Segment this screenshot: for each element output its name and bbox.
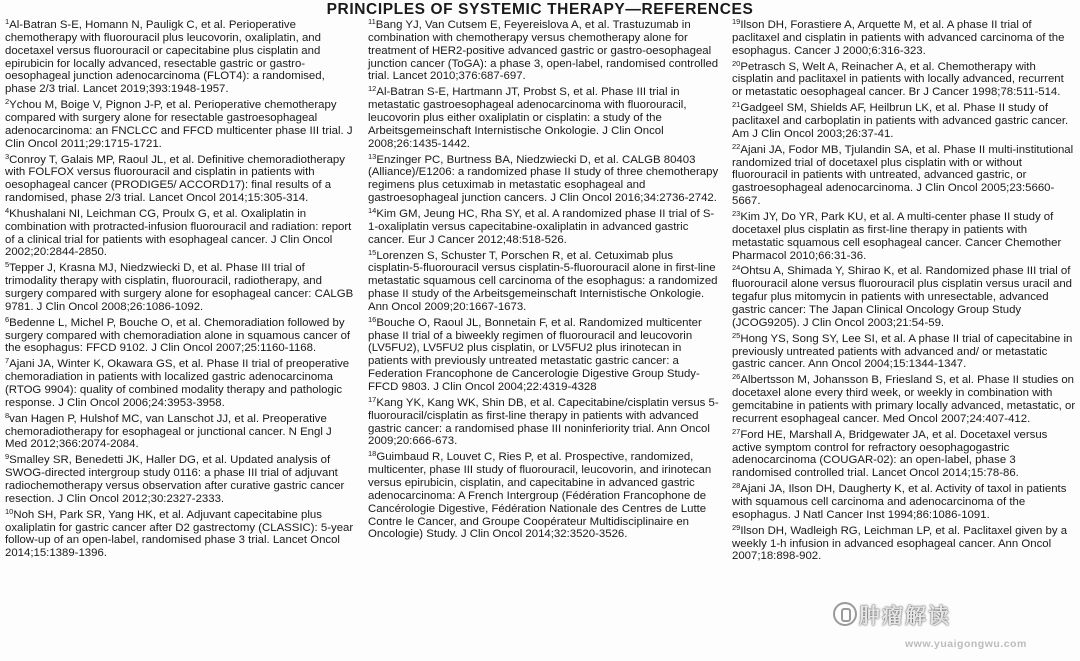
reference-number: 26 bbox=[732, 372, 741, 382]
reference-text: Albertsson M, Johansson B, Friesland S, et al. Phase II studies on docetaxel alone every third week, or weekly in combination with gemcitabine in patients with primary locally advanced, metastatic, or recurrent esophageal cancer. Med Oncol 2007;24:407-412. bbox=[732, 374, 1076, 425]
reference-text: Ajani JA, Winter K, Okawara GS, et al. Phase II trial of preoperative chemoradiation in patients with localized gastric adenocarcinoma (RTOG 9904): quality of combined modality therapy and pathologic response. J Clin Oncol 2006;24:3953-3958. bbox=[5, 358, 350, 409]
reference-text: Smalley SR, Benedetti JK, Haller DG, et al. Updated analysis of SWOG-directed intergroup study 0116: a phase III trial of adjuvant radiochemotherapy versus observation after curative gastric cancer resection. J Clin Oncol 2012;30:2327-2333. bbox=[5, 454, 345, 505]
page-title: PRINCIPLES OF SYSTEMIC THERAPY—REFERENCES bbox=[326, 1, 754, 18]
reference-item bbox=[5, 262, 357, 313]
reference-item bbox=[5, 410, 357, 452]
reference-text: Ilson DH, Forastiere A, Arquette M, et al. A phase II trial of paclitaxel and cisplatin in patients with advanced carcinoma of the esophagus. Cancer J 2000;6:316-323. bbox=[732, 19, 1065, 57]
reference-text: Petrasch S, Welt A, Reinacher A, et al. Chemotherapy with cisplatin and paclitaxel in patients with locally advanced, recurrent or metastatic oesophageal cancer. Br J Cancer 1998;78:511-514. bbox=[732, 60, 1064, 99]
reference-number: 19 bbox=[732, 17, 741, 26]
reference-item bbox=[5, 99, 357, 150]
reference-number: 8 bbox=[5, 410, 10, 420]
reference-item bbox=[5, 151, 357, 205]
reference-number: 12 bbox=[368, 84, 377, 94]
reference-number: 16 bbox=[368, 314, 377, 324]
reference-number: 20 bbox=[732, 58, 741, 68]
reference-number: 6 bbox=[5, 314, 10, 324]
reference-text: Ford HE, Marshall A, Bridgewater JA, et al. Docetaxel versus active symptom control for refractory oesophagogastric adenocarcinoma (COUGAR-02): an open-label, phase 3 randomised controlled trial. Lancet Oncol 2014;15:78-86. bbox=[732, 428, 1048, 480]
reference-item bbox=[732, 58, 1076, 100]
reference-column-3 bbox=[732, 19, 1076, 566]
reference-item bbox=[5, 314, 357, 356]
reference-number: 4 bbox=[5, 205, 10, 215]
reference-text: Enzinger PC, Burtness BA, Niedzwiecki D, et al. CALGB 80403 (Alliance)/E1206: a randomized phase II study of three chemotherapy regimens plus cetuximab in metastatic esophageal and gastroesophageal junction cancers. J Clin Oncol 2016;34:2736-2742. bbox=[368, 153, 719, 205]
reference-text: Ohtsu A, Shimada Y, Shirao K, et al. Randomized phase III trial of fluorouracil alone versus fluorouracil plus cisplatin versus uracil and tegafur plus mitomycin in patients with unresectable, advanced gastric cancer: The Japan Clinical Oncology Group Study (JCOG9205). J Clin Oncol 2003;21:54-59. bbox=[732, 265, 1072, 329]
reference-item bbox=[368, 86, 720, 150]
reference-number: 11 bbox=[368, 17, 376, 26]
reference-number: 28 bbox=[732, 481, 741, 491]
reference-item bbox=[368, 19, 720, 83]
reference-number: 17 bbox=[368, 394, 377, 404]
reference-text: Ajani JA, Fodor MB, Tjulandin SA, et al. Phase II multi-institutional randomized trial of docetaxel plus cisplatin with or without fluorouracil in patients with untreated, advanced gastric, or gastroesophageal adenocarcinoma. J Clin Oncol 2005;23:5660-5667. bbox=[732, 143, 1074, 208]
reference-item bbox=[732, 522, 1076, 564]
reference-text: Kang YK, Kang WK, Shin DB, et al. Capecitabine/cisplatin versus 5-fluorouracil/cisplatin as first-line therapy in patients with advanced gastric cancer: a randomised phase III noninferiority trial. Ann Oncol 2009;20:666-673. bbox=[368, 396, 719, 448]
reference-item bbox=[5, 506, 357, 560]
reference-item bbox=[368, 205, 720, 247]
reference-text: Al-Batran S-E, Hartmann JT, Probst S, et al. Phase III trial in metastatic gastroesophageal adenocarcinoma with fluorouracil, leucovorin plus either oxaliplatin or cisplatin: a study of the Arbeitsgemeinschaft Internistische Onkologie. J Clin Oncol 2008;26:1435-1442. bbox=[368, 86, 687, 150]
reference-item bbox=[368, 247, 720, 314]
reference-column-2 bbox=[368, 19, 720, 544]
reference-text: Noh SH, Park SR, Yang HK, et al. Adjuvant capecitabine plus oxaliplatin for gastric cancer after D2 gastrectomy (CLASSIC): 5-year follow-up of an open-label, randomised phase 3 trial. Lancet Oncol 2014;15:1389-1396. bbox=[5, 508, 354, 560]
reference-item bbox=[5, 358, 357, 409]
reference-text: Bang YJ, Van Cutsem E, Feyereislova A, et al. Trastuzumab in combination with chemotherapy versus chemotherapy alone for treatment of HER2-positive advanced gastric or gastro-oesophageal junction cancer (ToGA): a phase 3, open-label, randomised controlled trial. Lancet 2010;376:687-697. bbox=[368, 19, 719, 83]
reference-number: 2 bbox=[5, 97, 10, 107]
reference-text: Ychou M, Boige V, Pignon J-P, et al. Perioperative chemotherapy compared with surgery alone for resectable gastroesophageal adenocarcinoma: an FNCLCC and FFCD multicenter phase III trial. J Clin Oncol 2011;29:1715-1721. bbox=[5, 99, 353, 150]
watermark-name: 肿瘤解读 bbox=[859, 605, 951, 628]
reference-text: Kim GM, Jeung HC, Rha SY, et al. A randomized phase II trial of S-1-oxaliplatin versus capecitabine-oxaliplatin in advanced gastric cancer. Eur J Cancer 2012;48:518-526. bbox=[368, 207, 715, 246]
reference-item bbox=[368, 394, 720, 448]
reference-item bbox=[732, 426, 1076, 480]
reference-item bbox=[368, 151, 720, 205]
reference-text: Kim JY, Do YR, Park KU, et al. A multi-center phase II study of docetaxel plus cisplatin as first-line therapy in patients with metastatic squamous cell esophageal cancer. Cancer Chemother Pharmacol 2010;66:31-36. bbox=[732, 211, 1062, 262]
reference-item bbox=[732, 141, 1076, 208]
reference-item bbox=[732, 19, 1076, 58]
reference-item bbox=[732, 211, 1076, 262]
reference-number: 23 bbox=[732, 209, 741, 218]
reference-text: Bedenne L, Michel P, Bouche O, et al. Chemoradiation followed by surgery compared with chemoradiation alone in squamous cancer of the esophagus: FFCD 9102. J Clin Oncol 2007;25:1160-1168. bbox=[5, 316, 351, 355]
reference-text: Ilson DH, Wadleigh RG, Leichman LP, et al. Paclitaxel given by a weekly 1-h infusion in advanced esophageal cancer. Ann Oncol 2007;18:898-902. bbox=[732, 524, 1068, 563]
reference-column-1 bbox=[5, 19, 357, 563]
reference-number: 1 bbox=[5, 17, 10, 26]
reference-text: van Hagen P, Hulshof MC, van Lanschot JJ, et al. Preoperative chemoradiotherapy for esophageal or junctional cancer. N Engl J Med 2012;366:2074-2084. bbox=[5, 412, 332, 451]
reference-item bbox=[368, 451, 720, 541]
reference-text: Al-Batran S-E, Homann N, Pauligk C, et al. Perioperative chemotherapy with fluorouracil plus leucovorin, oxaliplatin, and docetaxel versus fluorouracil or capecitabine plus cisplatin and epirubicin for locally advanced, resectable gastric or gastro-oesophageal junction adenocarcinoma (FLOT4): a randomised, phase 2/3 trial. Lancet 2019;393:1948-1957. bbox=[5, 19, 325, 96]
reference-number: 25 bbox=[732, 330, 741, 340]
reference-number: 14 bbox=[368, 205, 377, 215]
reference-item bbox=[368, 314, 720, 394]
reference-item bbox=[732, 330, 1076, 372]
reference-item bbox=[732, 102, 1076, 141]
reference-number: 13 bbox=[368, 151, 377, 161]
reference-item bbox=[5, 454, 357, 505]
reference-number: 21 bbox=[732, 100, 741, 110]
reference-item bbox=[732, 265, 1076, 329]
reference-number: 9 bbox=[5, 452, 10, 462]
reference-number: 3 bbox=[5, 151, 10, 161]
reference-text: Bouche O, Raoul JL, Bonnetain F, et al. Randomized multicenter phase II trial of a biweekly regimen of fluorouracil and leucovorin (LV5FU2), LV5FU2 plus cisplatin, or LV5FU2 plus irinotecan in patients with previously untreated metastatic gastric cancer: a Federation Francophone de Cancerologie Digestive Group Study-FFCD 9803. J Clin Oncol 2004;22:4319-4328 bbox=[368, 316, 702, 394]
reference-number: 29 bbox=[732, 522, 741, 532]
reference-text: Guimbaud R, Louvet C, Ries P, et al. Prospective, randomized, multicenter, phase III study of fluorouracil, leucovorin, and irinotecan versus epirubicin, cisplatin, and capecitabine in advanced gastric adenocarcinoma: A French Intergroup (Fédération Francophone de Cancérologie Digestive, Fédération Nationale des Centres de Lutte Contre le Cancer, and Groupe Coopérateur Multidisciplinaire en Oncologie) Study. J Clin Oncol 2014;32:3520-3526. bbox=[368, 451, 712, 541]
reference-text: Hong YS, Song SY, Lee SI, et al. A phase II trial of capecitabine in previously untreated patients with advanced and/ or metastatic gastric cancer. Ann Oncol 2004;15:1344-1347. bbox=[732, 332, 1073, 371]
reference-number: 18 bbox=[368, 449, 377, 459]
reference-number: 10 bbox=[5, 506, 14, 516]
lock-logo-icon bbox=[833, 602, 857, 626]
reference-item bbox=[732, 374, 1076, 425]
reference-text: Gadgeel SM, Shields AF, Heilbrun LK, et al. Phase II study of paclitaxel and carboplatin in patients with advanced gastric cancer. Am J Clin Oncol 2003;26:37-41. bbox=[732, 102, 1069, 140]
reference-text: Lorenzen S, Schuster T, Porschen R, et al. Cetuximab plus cisplatin-5-fluorouracil versus cisplatin-5-fluorouracil alone in first-line metastatic squamous cell carcinoma of the esophagus: a randomized phase II study of the Arbeitsgemeinschaft Internistische Onkologie. Ann Oncol 2009;20:1667-1673. bbox=[368, 249, 718, 313]
reference-number: 22 bbox=[732, 141, 741, 151]
watermark bbox=[755, 594, 1075, 658]
reference-number: 7 bbox=[5, 356, 10, 366]
reference-item bbox=[5, 19, 357, 96]
reference-text: Tepper J, Krasna MJ, Niedzwiecki D, et al. Phase III trial of trimodality therapy with cisplatin, fluorouracil, radiotherapy, and surgery compared with surgery alone for esophageal cancer: CALGB 9781. J Clin Oncol 2008;26:1086-1092. bbox=[5, 262, 354, 313]
reference-number: 24 bbox=[732, 263, 741, 273]
reference-text: Ajani JA, Ilson DH, Daugherty K, et al. Activity of taxol in patients with squamous cell carcinoma and adenocarcinoma of the esophagus. J Natl Cancer Inst 1994;86:1086-1091. bbox=[732, 483, 1067, 521]
reference-number: 5 bbox=[5, 260, 10, 270]
reference-item bbox=[732, 483, 1076, 522]
reference-number: 27 bbox=[732, 426, 741, 436]
reference-text: Conroy T, Galais MP, Raoul JL, et al. Definitive chemoradiotherapy with FOLFOX versus fluorouracil and cisplatin in patients with oesophageal cancer (PRODIGE5/ ACCORD17): final results of a randomised, phase 2/3 trial. Lancet Oncol 2014;15:305-314. bbox=[5, 153, 345, 205]
reference-text: Khushalani NI, Leichman CG, Proulx G, et al. Oxaliplatin in combination with protracted-infusion fluorouracil and radiation: report of a clinical trial for patients with esophageal cancer. J Clin Oncol 2002;20:2844-2850. bbox=[5, 207, 352, 259]
reference-item bbox=[5, 205, 357, 259]
reference-number: 15 bbox=[368, 247, 377, 257]
watermark-url: www.yuaigongwu.com bbox=[905, 638, 1027, 650]
